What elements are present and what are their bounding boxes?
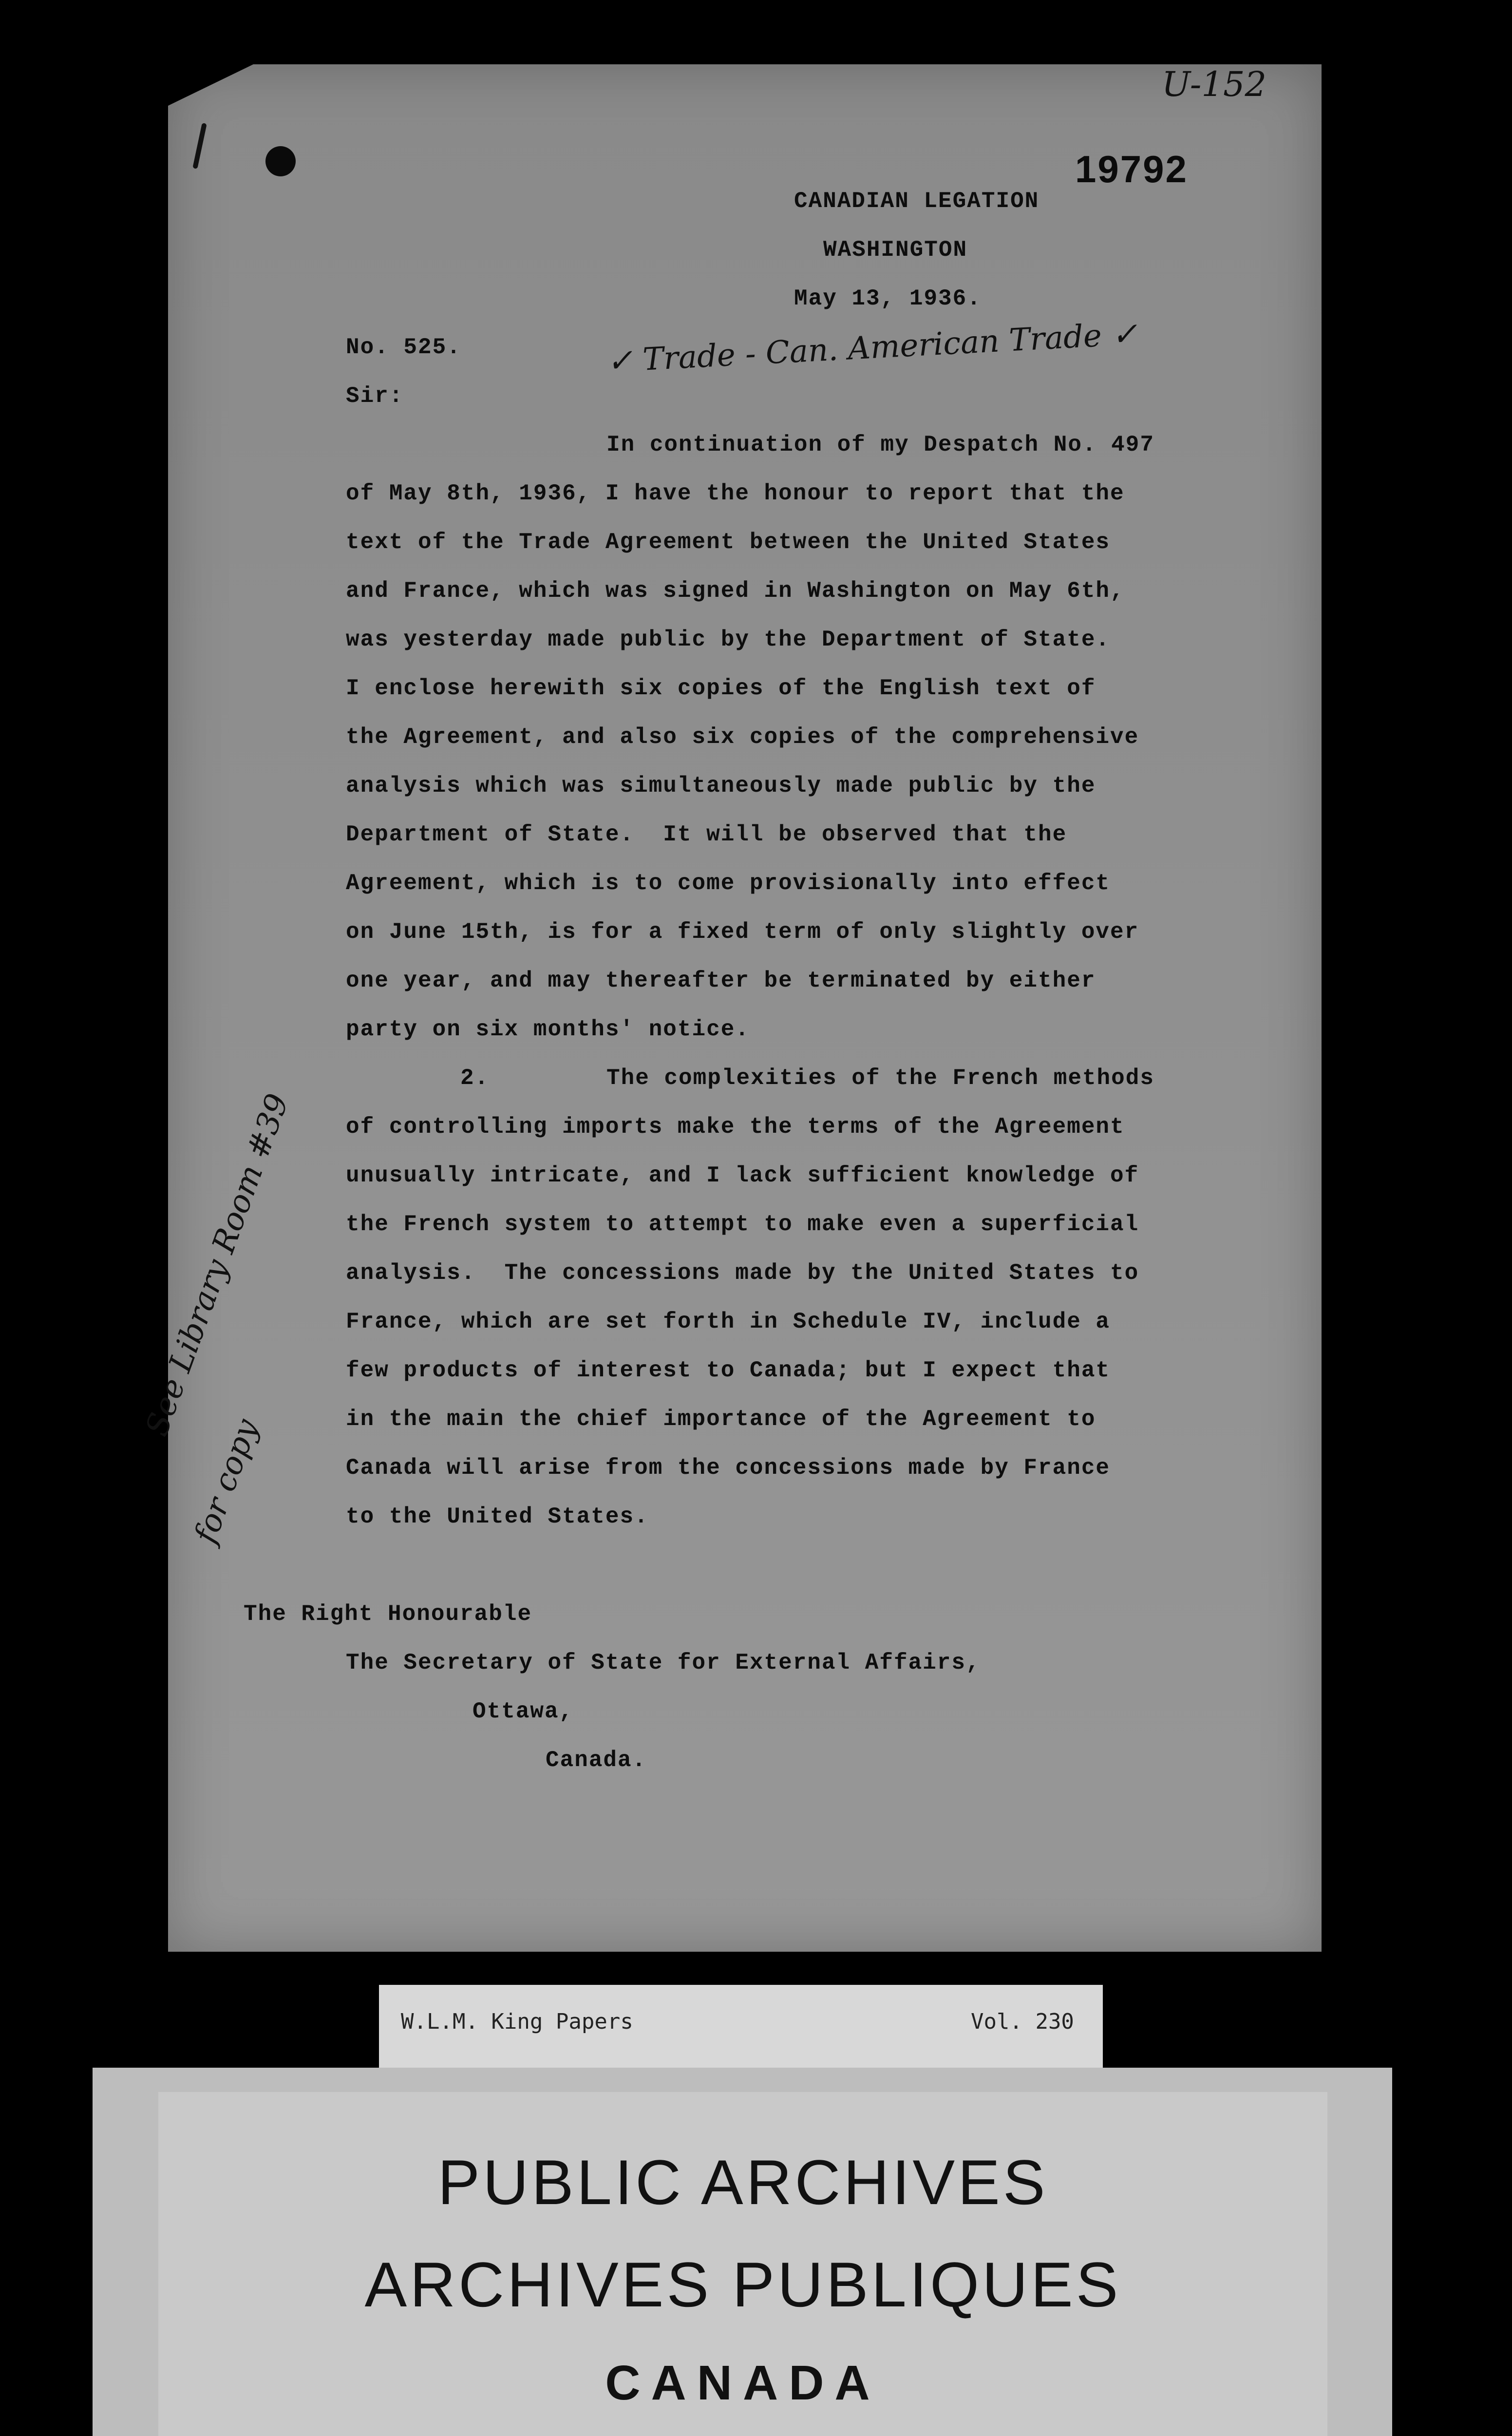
p1-line: I enclose herewith six copies of the English text of: [346, 676, 1096, 701]
archives-french: ARCHIVES PUBLIQUES: [364, 2249, 1121, 2320]
p2-line: in the main the chief importance of the Agreement to: [346, 1407, 1096, 1432]
handwritten-file-ref: U-152: [1162, 64, 1267, 104]
archives-band: [93, 2068, 1392, 2436]
p1-line: and France, which was signed in Washington on May 6th,: [346, 578, 1125, 604]
p1-line: Department of State. It will be observed that the: [346, 822, 1067, 847]
p2-number: 2.: [460, 1066, 490, 1091]
p2-line: unusually intricate, and I lack sufficient knowledge of: [346, 1163, 1139, 1188]
addressee-line3: Ottawa,: [472, 1699, 574, 1724]
letter-date: May 13, 1936.: [794, 286, 982, 311]
p2-line: France, which are set forth in Schedule IV, include a: [346, 1309, 1111, 1334]
folded-corner: [168, 64, 253, 106]
handwritten-subject: ✓ Trade - Can. American Trade ✓: [605, 316, 1139, 380]
collection-name: W.L.M. King Papers: [401, 2009, 633, 2034]
p2-line: the French system to attempt to make even a superficial: [346, 1212, 1139, 1237]
letterhead-line1: CANADIAN LEGATION: [794, 189, 1040, 214]
p1-line: Agreement, which is to come provisionally into effect: [346, 871, 1111, 896]
despatch-number: No. 525.: [346, 335, 461, 360]
p1-line: analysis which was simultaneously made public by the: [346, 773, 1096, 799]
p2-line: to the United States.: [346, 1504, 649, 1529]
handwritten-margin-note-1: See Library Room #39: [139, 1089, 296, 1441]
p1-line: the Agreement, and also six copies of the comprehensive: [346, 724, 1139, 750]
letterhead-line2: WASHINGTON: [823, 237, 968, 263]
archives-country: CANADA: [605, 2356, 881, 2410]
addressee-line1: The Right Honourable: [244, 1601, 532, 1627]
p1-line: text of the Trade Agreement between the United States: [346, 530, 1111, 555]
archives-english: PUBLIC ARCHIVES: [437, 2147, 1048, 2218]
p1-line: one year, and may thereafter be terminated by either: [346, 968, 1096, 993]
p1-line: was yesterday made public by the Department of State.: [346, 627, 1111, 652]
p1-line: In continuation of my Despatch No. 497: [606, 432, 1154, 457]
p1-line: of May 8th, 1936, I have the honour to report that the: [346, 481, 1125, 506]
p1-line: party on six months' notice.: [346, 1017, 750, 1042]
addressee-line4: Canada.: [546, 1748, 647, 1773]
p2-line: analysis. The concessions made by the United States to: [346, 1260, 1139, 1286]
punch-hole: [265, 146, 296, 176]
p2-line: Canada will arise from the concessions made by France: [346, 1455, 1111, 1481]
p2-line: The complexities of the French methods: [606, 1066, 1154, 1091]
volume-number: Vol. 230: [971, 2009, 1074, 2034]
p2-line: of controlling imports make the terms of the Agreement: [346, 1114, 1125, 1140]
p2-line: few products of interest to Canada; but I expect that: [346, 1358, 1111, 1383]
addressee-line2: The Secretary of State for External Affairs,: [346, 1650, 981, 1675]
archives-card: [158, 2092, 1327, 2436]
pencil-mark: [192, 123, 207, 169]
letter-page: [139, 64, 1322, 1952]
p1-line: on June 15th, is for a fixed term of only slightly over: [346, 919, 1139, 945]
collection-label: [379, 1985, 1103, 2070]
handwritten-margin-note-2: for copy: [188, 1414, 266, 1548]
archive-stamp-number: 19792: [1075, 148, 1188, 190]
salutation: Sir:: [346, 383, 404, 409]
